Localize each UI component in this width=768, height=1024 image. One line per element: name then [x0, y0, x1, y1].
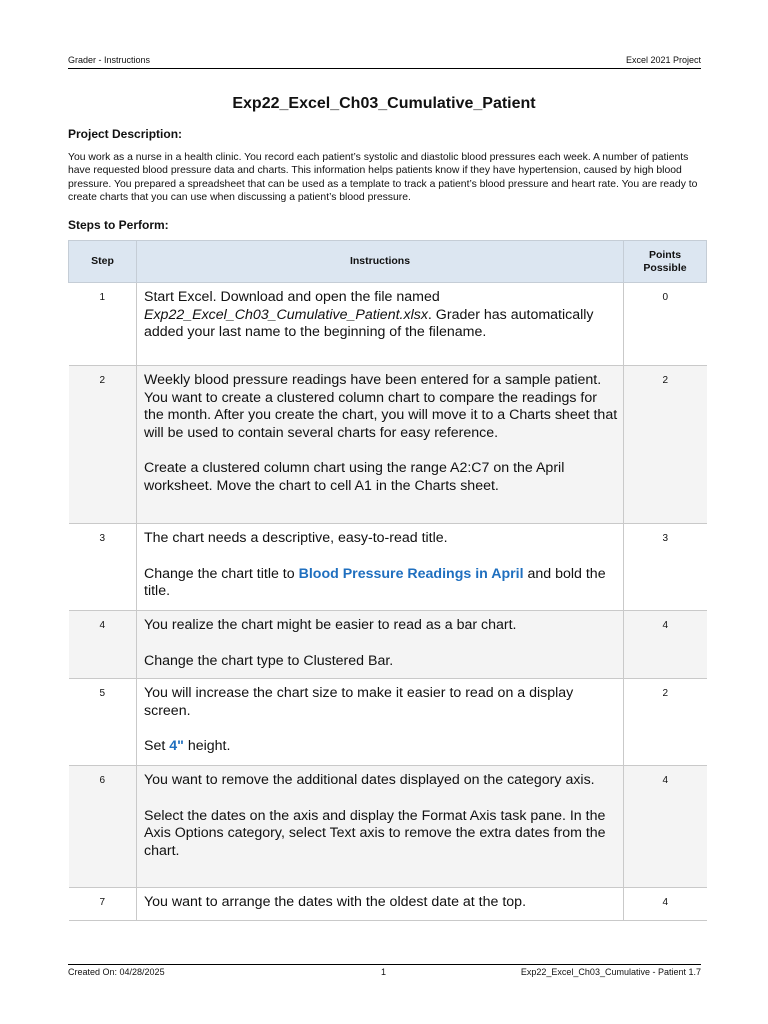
- step-points: 4: [624, 888, 707, 921]
- instruction-text: You realize the chart might be easier to read as a bar chart.: [144, 617, 517, 633]
- instruction-text: Weekly blood pressure readings have been entered for a sample patient. You want to create a clustered column chart to compare the readings for the month. After you create the chart, you will move it to a Charts sheet that will be used to contain several charts for easy reference.: [144, 372, 618, 441]
- footer-document-name: Exp22_Excel_Ch03_Cumulative - Patient 1.7: [520, 967, 701, 977]
- page-title: Exp22_Excel_Ch03_Cumulative_Patient: [232, 95, 536, 112]
- steps-heading: Steps to Perform:: [68, 218, 169, 232]
- col-header-instructions: Instructions: [137, 241, 624, 283]
- step-instructions: [137, 366, 624, 524]
- step-points: 4: [624, 611, 707, 679]
- instruction-text: Create a clustered column chart using the range A2:C7 on the April worksheet. Move the chart to cell A1 in the Charts sheet.: [144, 460, 565, 494]
- step-instructions: [137, 283, 624, 366]
- table-row: [69, 366, 707, 524]
- instruction-text: You want to arrange the dates with the oldest date at the top.: [144, 894, 527, 910]
- instruction-text: You want to remove the additional dates displayed on the category axis.: [144, 772, 595, 788]
- col-header-step: Step: [69, 241, 137, 283]
- step-instructions: [137, 524, 624, 611]
- table-row: [69, 679, 707, 766]
- instruction-text: Change the chart type to Clustered Bar.: [144, 652, 394, 669]
- header-left-text: Grader - Instructions: [68, 55, 151, 65]
- footer-created-on: Created On: 04/28/2025: [68, 967, 165, 977]
- step-number: 4: [69, 611, 137, 679]
- table-row: [69, 611, 707, 679]
- step-number: 1: [69, 283, 137, 366]
- instruction-text: and bold the title.: [144, 565, 606, 599]
- steps-table: [68, 240, 707, 921]
- step-points: 2: [624, 679, 707, 766]
- instruction-text: The chart needs a descriptive, easy-to-read title.: [144, 530, 448, 546]
- instruction-text: Select the dates on the axis and display the Format Axis task pane. In the Axis Options category, select Text axis to remove the extra dates from the chart.: [144, 807, 606, 859]
- project-description-heading: Project Description:: [68, 127, 183, 141]
- page-footer: [68, 964, 701, 979]
- instruction-text: Set: [144, 738, 170, 754]
- table-header-row: [69, 241, 707, 283]
- step-instructions: [137, 766, 624, 888]
- instruction-text: Change the chart title to: [144, 565, 299, 582]
- col-header-points-line2: Possible: [643, 261, 687, 274]
- col-header-points: [624, 241, 707, 283]
- step-number: 6: [69, 766, 137, 888]
- step-points: 3: [624, 524, 707, 611]
- instruction-text: height.: [183, 738, 231, 754]
- table-row: [69, 766, 707, 888]
- col-header-points-line1: Points: [648, 248, 682, 261]
- instruction-text: You will increase the chart size to make it easier to read on a display screen.: [144, 685, 574, 719]
- step-points: 2: [624, 366, 707, 524]
- step-instructions: [137, 679, 624, 766]
- instruction-text: Start Excel. Download and open the file named: [144, 289, 440, 305]
- table-row: [69, 524, 707, 611]
- step-points: 4: [624, 766, 707, 888]
- instruction-text: . Grader has automatically added your last name to the beginning of the filename.: [144, 306, 594, 340]
- footer-page-number: 1: [381, 967, 387, 977]
- instruction-filename: Exp22_Excel_Ch03_Cumulative_Patient.xlsx: [144, 306, 428, 323]
- step-points: 0: [624, 283, 707, 366]
- step-number: 5: [69, 679, 137, 766]
- step-instructions: [137, 611, 624, 679]
- table-row: [69, 283, 707, 366]
- project-description-text: You work as a nurse in a health clinic. You record each patient’s systolic and diastolic blood pressures each week. A number of patients have requested blood pressure data and charts. This information helps patients know if they have hypertension, caused by high blood pressure. You prepared a spreadsheet that can be used as a template to track a patient’s blood pressure and heart rate. You are ready to create charts that you can use when discussing a patient’s blood pressure.: [68, 152, 698, 204]
- highlighted-value: 4": [169, 738, 184, 754]
- table-row: [69, 888, 707, 921]
- step-number: 2: [69, 366, 137, 524]
- header-right-text: Excel 2021 Project: [625, 55, 701, 65]
- page-header: [68, 55, 701, 69]
- step-instructions: [137, 888, 624, 921]
- highlighted-value: Blood Pressure Readings in April: [298, 565, 524, 582]
- step-number: 7: [69, 888, 137, 921]
- step-number: 3: [69, 524, 137, 611]
